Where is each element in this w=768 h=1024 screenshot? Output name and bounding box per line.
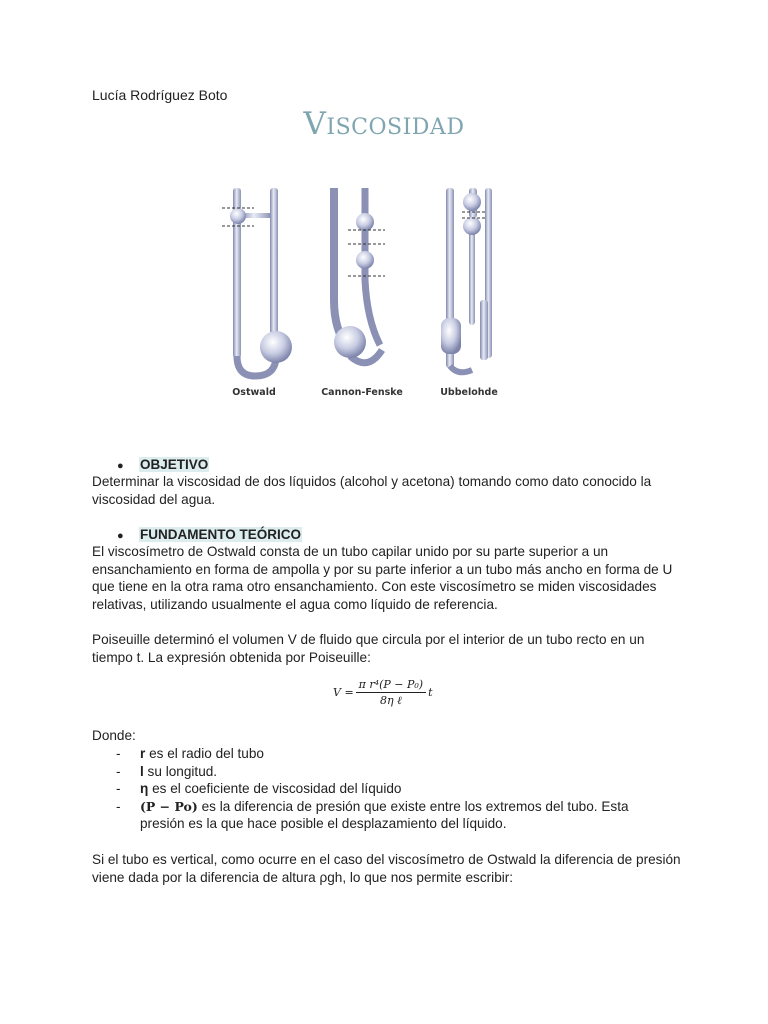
objetivo-text: Determinar la viscosidad de dos líquidos (alcohol y acetona) tomando como dato conocido la viscosidad del agua. [92,474,652,507]
ostwald-viscometer [222,188,292,376]
fundamento-heading-text: FUNDAMENTO TEÓRICO [140,527,301,542]
fundamento-paragraph-1: El viscosímetro de Ostwald consta de un tubo capilar unido por su parte superior a un ensanchamiento en forma de ampolla y por su parte inferior a un tubo más ancho en forma de U que tiene en la otra rama otro ensanchamiento. Con este viscosímetro se miden viscosidades relativas, utilizando usualmente el agua como líquido de referencia. [92,544,673,612]
term-l: l [140,763,144,779]
ubbelohde-viscometer [441,188,492,372]
formula-numerator: π r⁴(P − P₀) [356,678,426,693]
list-item: - (P − Po) es la diferencia de presión que existe entre los extremos del tubo. Esta presión es la que hace posible el desplazamiento del líquido. [116,798,629,832]
list-item: - η es el coeficiente de viscosidad del líquido [116,781,402,797]
figure-label-ubbelohde: Ubbelohde [440,387,498,398]
objetivo-heading-text: OBJETIVO [140,457,209,472]
document-title: Viscosidad [303,106,465,142]
poiseuille-formula [333,675,433,709]
formula-fraction [356,678,426,707]
term-pressure-description: es la diferencia de presión que existe entre los extremos del tubo. Esta presión es la que hace posible el desplazamiento del líquido. [140,798,629,832]
donde-list [116,745,676,833]
closing-paragraph: Si el tubo es vertical, como ocurre en el caso del viscosímetro de Ostwald la diferencia de presión viene dada por la diferencia de altura ρgh, lo que nos permite escribir: [92,852,681,885]
figure-label-ostwald: Ostwald [232,387,276,398]
term-eta: η [140,781,149,797]
term-r-description: es el radio del tubo [145,746,264,761]
list-item: - l su longitud. [116,763,218,779]
term-r: r [140,746,146,761]
term-l-description: su longitud. [143,763,218,779]
cannon-fenske-viscometer [334,188,385,363]
viscometers-figure [210,180,510,405]
fundamento-paragraph-2: Poiseuille determinó el volumen V de fluido que circula por el interior de un tubo recto en un tiempo t. La expresión obtenida por Poiseuille: [92,632,645,665]
term-pressure-difference: (P − Po) [140,798,198,814]
bullet-icon: ● [117,460,124,472]
formula-rhs: t [428,685,433,699]
figure-label-cannon-fenske: Cannon-Fenske [321,387,403,398]
term-eta-description: es el coeficiente de viscosidad del líquido [148,781,402,797]
bullet-icon: ● [117,530,124,542]
formula-denominator: 8η ℓ [380,693,402,707]
donde-label: Donde: [92,728,136,743]
list-item: - r es el radio del tubo [116,746,264,761]
author-name: Lucía Rodríguez Boto [92,87,228,103]
formula-lhs: V = [333,685,354,699]
